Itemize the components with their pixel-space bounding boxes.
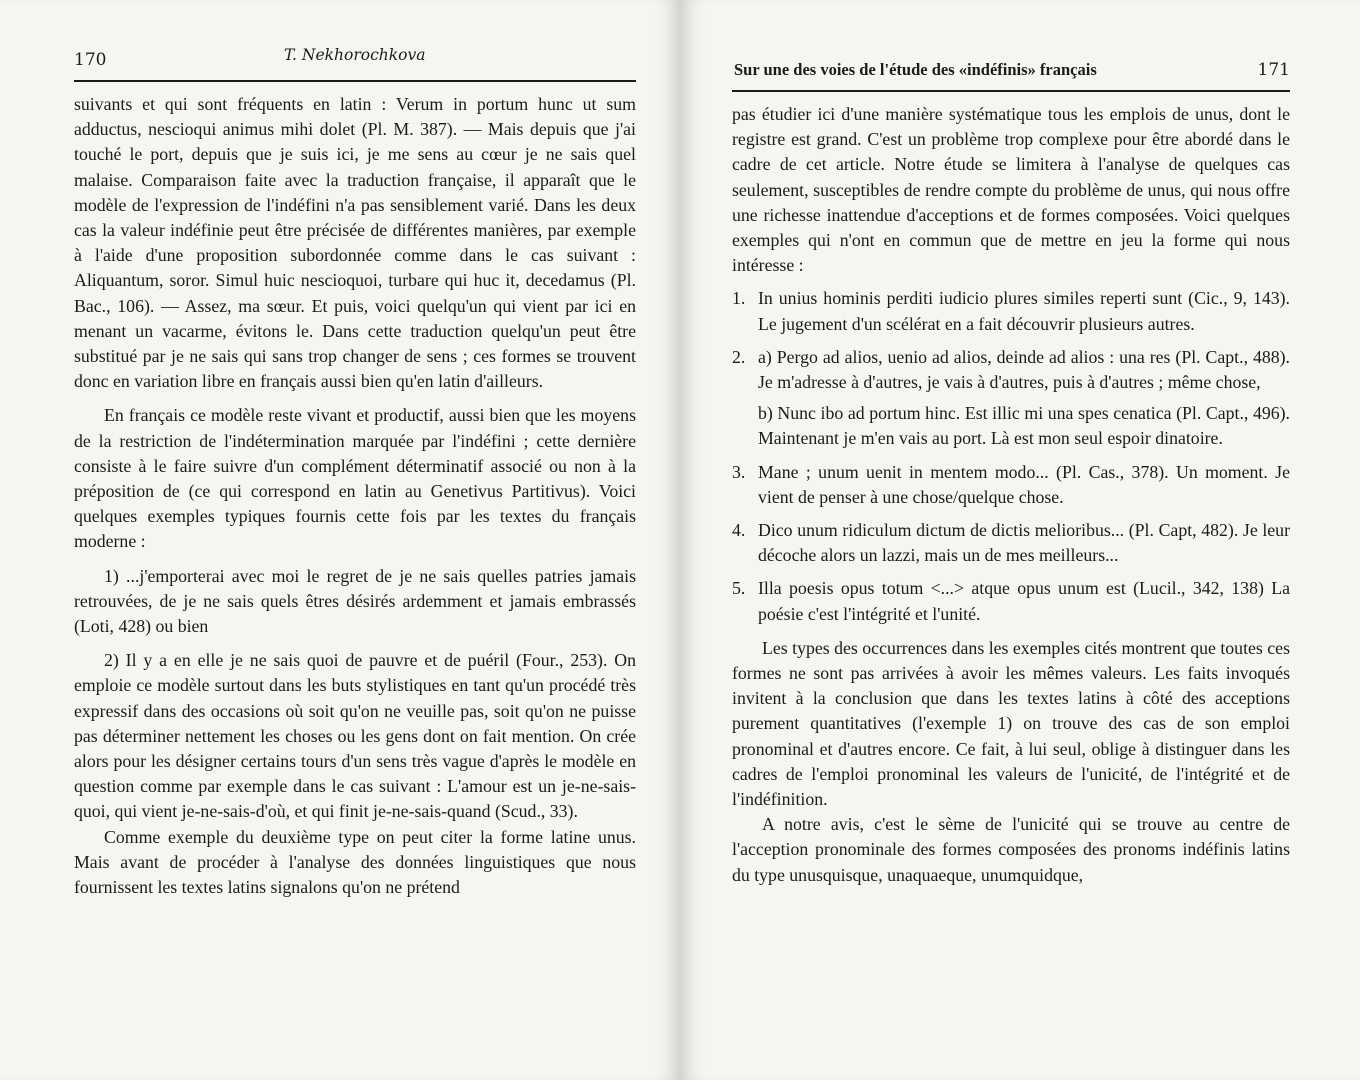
example-number: 2. [732, 346, 746, 367]
example-paragraph: 1) ...j'emporterai avec moi le regret de je ne sais quelles patries jamais retrouvées, de je ne sais quels êtres désirés ardemment et jamais embrassés (Loti, 428) ou bien [74, 565, 636, 637]
example-item [732, 460, 1290, 510]
example-item [732, 518, 1290, 568]
left-body-text [74, 92, 636, 900]
right-page [680, 0, 1360, 1080]
right-body-text [732, 102, 1290, 888]
example-item [732, 576, 1290, 626]
example-text: Dico unum ridiculum dictum de dictis melioribus... (Pl. Capt, 482). Je leur décoche alors un lazzi, mais un de mes meilleurs... [758, 520, 1290, 566]
running-author: T. Nekhorochkova [284, 46, 426, 64]
paragraph: suivants et qui sont fréquents en latin : Verum in portum hunc ut sum adductus, nescioqui animus mihi dolet (Pl. M. 387). — Mais depuis que j'ai touché le port, depuis que je suis ici, je me sens au cœur je ne sais quel malaise. Comparaison faite avec la traduction française, il apparaît que le modèle de l'expression de l'indéfini n'a pas sensiblement varié. Dans les deux cas la valeur indéfinie peut être précisée de différentes manières, par exemple à l'aide d'une proposition subordonnée comme dans le cas suivant : Aliquantum, soror. Simul huic nescioquoi, turbare qui huc it, decedamus (Pl. Bac., 106). — Assez, ma sœur. Et puis, voici quelqu'un qui vient par ici en menant un vacarme, évitons le. Dans cette traduction quelqu'un peut être substitué par je ne sais qui sans trop changer de sens ; ces formes se trouvent donc en variation libre en français aussi bien qu'en latin d'ailleurs. [74, 94, 636, 392]
example-text: Illa poesis opus totum <...> atque opus unum est (Lucil., 342, 138) La poésie c'est l'intégrité et l'unité. [758, 578, 1290, 624]
example-list [732, 286, 1290, 336]
paragraph: Les types des occurrences dans les exemples cités montrent que toutes ces formes ne sont pas arrivées à avoir les mêmes valeurs. Les faits invoqués invitent à la conclusion que dans les textes latins à côté des acceptions purement quantitatives (l'exemple 1) on trouve des cas de son emploi pronominal et d'autres encore. Ce fait, à lui seul, oblige à distinguer dans les cadres de l'emploi pronominal les valeurs de l'unicité, de l'intégrité et de l'indéfinition. [732, 637, 1290, 810]
paragraph: En français ce modèle reste vivant et productif, aussi bien que les moyens de la restriction de l'indétermination marquée par l'indéfini ; cette dernière consiste à le faire suivre d'un complément déterminatif associé ou non à la préposition de (ce qui correspond en latin au Genetivus Partitivus). Voici quelques exemples typiques fournis cette fois par les textes du français moderne : [74, 405, 636, 552]
example-text: Mane ; unum uenit in mentem modo... (Pl. Cas., 378). Un moment. Je vient de penser à une chose/quelque chose. [758, 461, 1290, 507]
example-list [732, 460, 1290, 510]
right-running-head [732, 44, 1290, 80]
example-number: 1. [732, 288, 746, 309]
header-rule [74, 80, 636, 82]
header-rule [732, 90, 1290, 92]
paragraph: pas étudier ici d'une manière systématique tous les emplois de unus, dont le registre est grand. C'est un problème trop complexe pour être abordé dans le cadre de cet article. Notre étude se limitera à l'analyse de quelques cas seulement, susceptibles de rendre compte du problème de unus, qui nous offre une richesse inattendue d'acceptions et de formes composées. Voici quelques exemples qui n'ont en commun que de mettre en jeu la forme qui nous intéresse : [732, 104, 1290, 276]
page-number: 171 [1257, 60, 1290, 80]
example-list [732, 576, 1290, 626]
example-number: 3. [732, 461, 746, 482]
page-number: 170 [74, 50, 107, 70]
example-list [732, 345, 1290, 452]
example-text: a) Pergo ad alios, uenio ad alios, deinde ad alios : una res (Pl. Capt., 488). Je m'adresse à d'autres, je vais à d'autres, puis à d'autres ; même chose, [758, 346, 1290, 393]
example-number: 4. [732, 520, 746, 541]
example-item [732, 345, 1290, 452]
example-item [732, 286, 1290, 336]
example-number: 5. [732, 578, 746, 599]
example-list [732, 518, 1290, 568]
example-subtext: b) Nunc ibo ad portum hinc. Est illic mi una spes cenatica (Pl. Capt., 496). Maintenant je m'en vais au port. Là est mon seul espoir dinatoire. [758, 403, 1290, 449]
example-paragraph: 2) Il y a en elle je ne sais quoi de pauvre et de puéril (Four., 253). On emploie ce modèle surtout dans les buts stylistiques en tant qu'un procédé très expressif dans des occasions où soit qu'on ne veuille pas, soit qu'on ne puisse pas déterminer nettement les choses ou les gens dont on fait mention. On crée alors pour les désigner certains tours d'un sens très vague d'après le modèle en question comme par exemple dans le cas suivant : L'amour est un je-ne-sais-quoi, qui vient je-ne-sais-d'où, et qui finit je-ne-sais-quand (Scud., 33). [74, 650, 636, 822]
example-body [758, 345, 1290, 452]
paragraph: A notre avis, c'est le sème de l'unicité qui se trouve au centre de l'acception pronominale des formes composées des pronoms indéfinis latins du type unusquisque, unaquaeque, unumquidque, [732, 814, 1290, 885]
paragraph: Comme exemple du deuxième type on peut citer la forme latine unus. Mais avant de procéder à l'analyse des données linguistiques que nous fournissent les textes latins signalons qu'on ne prétend [74, 826, 636, 898]
example-text: In unius hominis perditi iudicio plures similes reperti sunt (Cic., 9, 143). Le jugement d'un scélérat en a fait découvrir plusieurs autres. [758, 288, 1290, 334]
running-title: Sur une des voies de l'étude des «indéfinis» français [734, 60, 1097, 79]
left-running-head [74, 34, 636, 70]
